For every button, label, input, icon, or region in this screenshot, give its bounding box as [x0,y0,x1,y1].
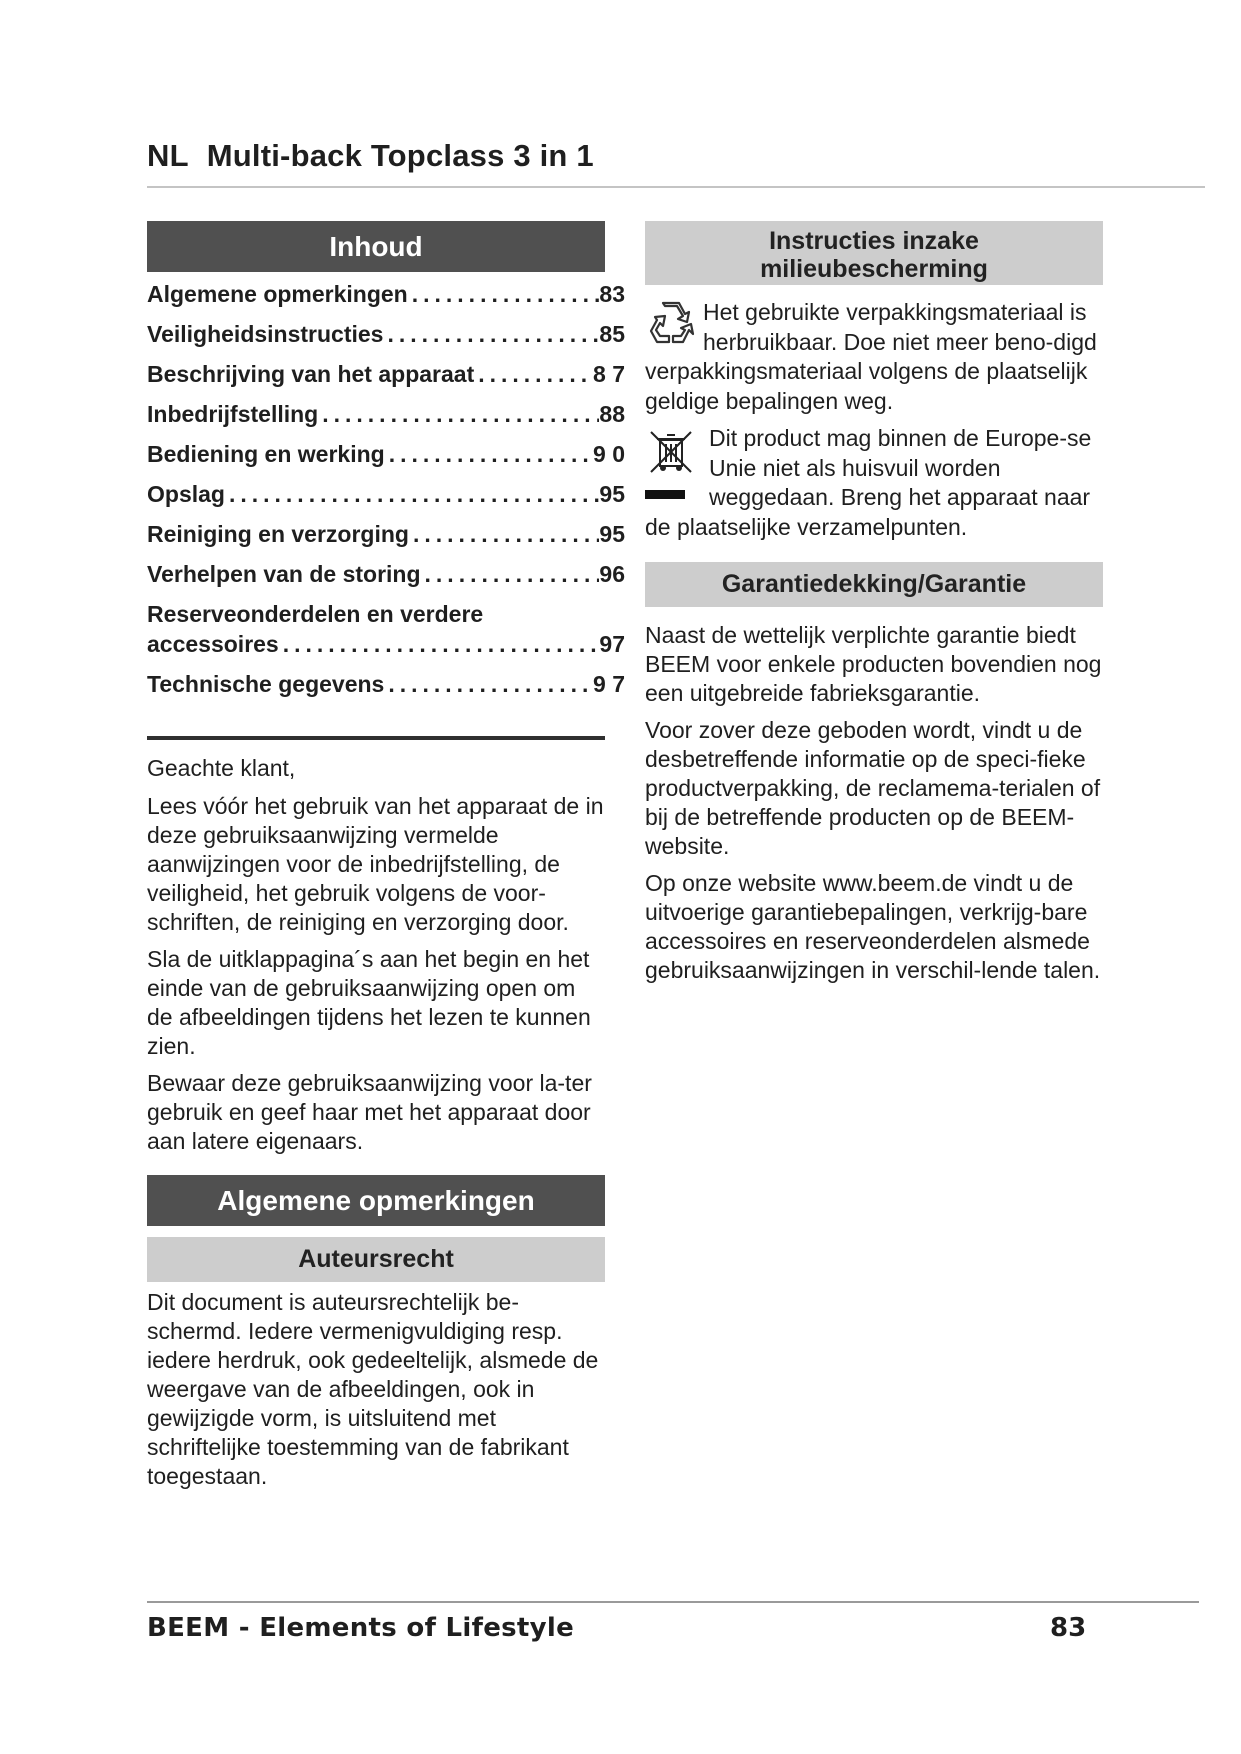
crossed-bin-icon [645,428,697,474]
warranty-paragraph: Op onze website www.beem.de vindt u de uitvoerige garantiebepalingen, verkrijg-bare accessoires en reserveonderdelen alsmede gebruiksaanwijzingen in verschil-lende talen. [645,870,1101,983]
toc-heading: Inhoud [147,221,605,272]
toc-item-page: 97 [599,631,625,657]
copyright-heading: Auteursrecht [147,1237,605,1282]
toc-item[interactable] [147,599,625,659]
copyright-text: Dit document is auteursrechtelijk be-schermd. Iedere vermenigvuldiging resp. iedere herdruk, ook gedeeltelijk, alsmede de weergave van de afbeeldingen, ook in gewijzigde vorm, is uitsluitend met schriftelijke toestemming van de fabrikant toegestaan. [147,1289,599,1489]
weee-bar [645,490,685,499]
toc-item-page: 88 [599,401,625,427]
toc-item[interactable] [147,479,625,509]
warranty-paragraph: Naast de wettelijk verplichte garantie biedt BEEM voor enkele producten bovendien nog een uitgebreide fabrieksgarantie. [645,622,1102,706]
toc-item-label: Algemene opmerkingen [147,281,408,307]
toc-item-page: 9 0 [593,441,625,467]
weee-note [645,424,1103,542]
toc-item[interactable] [147,439,625,469]
toc-item-page: 85 [599,321,625,347]
toc-item-label: Inbedrijfstelling [147,401,319,427]
intro-paragraph: Bewaar deze gebruiksaanwijzing voor la-ter gebruik en geef haar met het apparaat door aan latere eigenaars. [147,1070,592,1154]
toc-item-label: Beschrijving van het apparaat [147,361,475,387]
footer-divider [147,1601,1199,1603]
toc-item-page: 9 7 [593,671,625,697]
toc-item[interactable] [147,279,625,309]
toc-item-page: 8 7 [593,361,625,387]
greeting: Geachte klant, [147,755,296,781]
toc-item-page: 96 [599,561,625,587]
toc-item[interactable] [147,319,625,349]
toc-item-label: Veiligheidsinstructies [147,321,384,347]
toc-item[interactable] [147,359,625,389]
toc-item-label: Reiniging en verzorging [147,521,409,547]
right-column [645,221,1103,993]
language-code: NL [147,138,189,173]
weee-symbol [645,428,701,499]
toc-item[interactable] [147,559,625,589]
environment-heading-line1: Instructies inzake [769,227,979,255]
toc-item-label: Verhelpen van de storing [147,561,421,587]
recycle-text: Het gebruikte verpakkingsmateriaal is herbruikbaar. Doe niet meer beno-digd verpakkingsmateriaal volgens de plaatselijk geldige bepalingen weg. [645,299,1097,414]
toc-item[interactable] [147,669,625,699]
footer-brand: BEEM - Elements of Lifestyle [147,1613,575,1643]
product-title: Multi-back Topclass 3 in 1 [206,138,594,173]
general-notes-heading: Algemene opmerkingen [147,1175,605,1226]
header-divider [147,186,1205,188]
toc-item-page: 83 [599,281,625,307]
left-column [147,221,625,1499]
environment-heading-line2: milieubescherming [760,255,988,283]
toc-item[interactable] [147,399,625,429]
toc-item-label: Bediening en werking [147,441,385,467]
intro-paragraph: Sla de uitklappagina´s aan het begin en het einde van de gebruiksaanwijzing open om de afbeeldingen tijdens het lezen te kunnen zien. [147,946,591,1059]
toc-item-label: Technische gegevens [147,671,385,697]
page-title [147,138,1205,174]
toc-item[interactable] [147,519,625,549]
intro-paragraph: Lees vóór het gebruik van het apparaat de in deze gebruiksaanwijzing vermelde aanwijzingen voor de inbedrijfstelling, de veiligheid, het gebruik volgens de voor-schriften, de reiniging en verzorging door. [147,793,604,935]
toc-item-page: 95 [599,481,625,507]
table-of-contents [147,279,625,699]
warranty-heading: Garantiedekking/Garantie [645,562,1103,607]
environment-heading [645,221,1103,285]
toc-item-label: Opslag [147,481,225,507]
page-number: 83 [1050,1613,1087,1643]
weee-text: Dit product mag binnen de Europe-se Unie niet als huisvuil worden weggedaan. Breng het apparaat naar de plaatselijke verzamelpunten. [645,425,1092,540]
toc-item-label: Reserveonderdelen en verdere [147,601,484,627]
warranty-paragraph: Voor zover deze geboden wordt, vindt u de desbetreffende informatie op de speci-fieke productverpakking, de reclamema-terialen of bij de betreffende producten op de BEEM-website. [645,717,1101,859]
recycle-icon [645,300,697,352]
recycle-note [645,298,1103,416]
section-divider [147,736,605,740]
toc-item-page: 95 [599,521,625,547]
toc-item-label-cont: accessoires [147,631,279,657]
